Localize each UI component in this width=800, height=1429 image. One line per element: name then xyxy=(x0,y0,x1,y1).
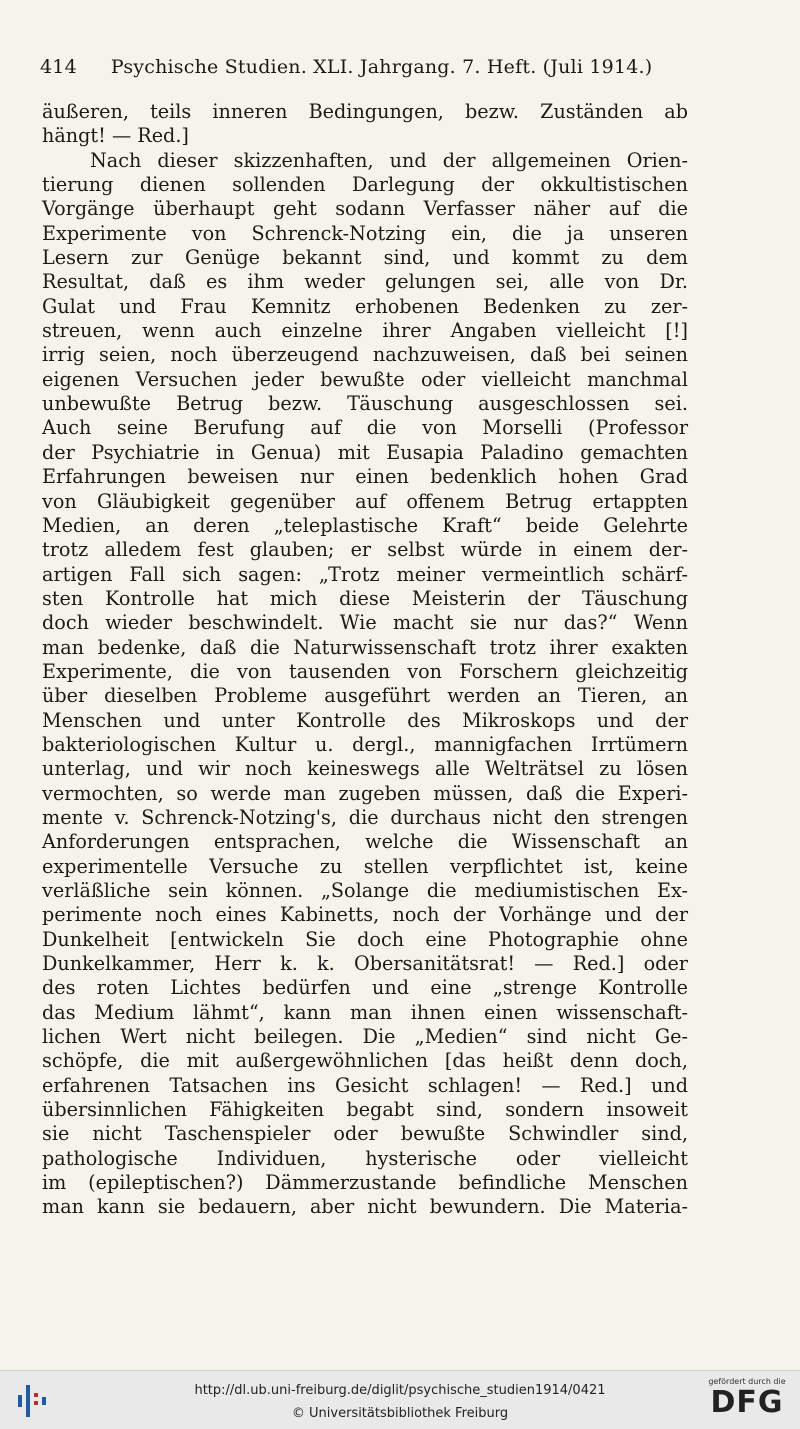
text-line: im (epileptischen?) Dämmerzustande befindliche Menschen xyxy=(42,1171,688,1195)
text-line: Erfahrungen beweisen nur einen bedenklich hohen Grad xyxy=(42,465,688,489)
text-line: schöpfe, die mit außergewöhnlichen [das heißt denn doch, xyxy=(42,1049,688,1073)
text-line: Auch seine Berufung auf die von Morselli (Professor xyxy=(42,416,688,440)
text-line: man kann sie bedauern, aber nicht bewundern. Die Materia- xyxy=(42,1195,688,1219)
text-line: von Gläubigkeit gegenüber auf offenem Betrug ertappten xyxy=(42,489,688,513)
text-line: trotz alledem fest glauben; er selbst würde in einem der- xyxy=(42,538,688,562)
text-line: Anforderungen entsprachen, welche die Wissenschaft an xyxy=(42,830,688,854)
text-line: Gulat und Frau Kemnitz erhobenen Bedenken zu zer- xyxy=(42,294,688,318)
dfg-logo-text: DFG xyxy=(710,1385,784,1420)
sponsor-caption: gefördert durch die xyxy=(708,1377,786,1386)
viewer-footer xyxy=(0,1370,800,1429)
text-line: hängt! — Red.] xyxy=(42,124,189,148)
text-line: irrig seien, noch überzeugend nachzuweisen, daß bei seinen xyxy=(42,343,688,367)
text-line: Resultat, daß es ihm weder gelungen sei, alle von Dr. xyxy=(42,270,688,294)
text-line: bakteriologischen Kultur u. dergl., mannigfachen Irrtümern xyxy=(42,732,688,756)
text-line: Experimente, die von tausenden von Forschern gleichzeitig xyxy=(42,659,688,683)
body-text xyxy=(42,100,688,1220)
text-line: Menschen und unter Kontrolle des Mikroskops und der xyxy=(42,708,688,732)
text-line: übersinnlichen Fähigkeiten begabt sind, sondern insoweit xyxy=(42,1098,688,1122)
text-line: vermochten, so werde man zugeben müssen, daß die Experi- xyxy=(42,781,688,805)
dfg-logo xyxy=(704,1377,790,1425)
text-line: Nach dieser skizzenhaften, und der allgemeinen Orien- xyxy=(90,148,688,172)
text-line: experimentelle Versuche zu stellen verpflichtet ist, keine xyxy=(42,854,688,878)
copyright-notice: © Universitätsbibliothek Freiburg xyxy=(291,1406,509,1421)
text-line: sie nicht Taschenspieler oder bewußte Schwindler sind, xyxy=(42,1122,688,1146)
text-line: Vorgänge überhaupt geht sodann Verfasser näher auf die xyxy=(42,197,688,221)
text-line: unterlag, und wir noch keineswegs alle Welträtsel zu lösen xyxy=(42,757,688,781)
text-line: sten Kontrolle hat mich diese Meisterin der Täuschung xyxy=(42,586,688,610)
text-line: des roten Lichtes bedürfen und eine „strenge Kontrolle xyxy=(42,976,688,1000)
text-line: doch wieder beschwindelt. Wie macht sie nur das?“ Wenn xyxy=(42,611,688,635)
page-number: 414 xyxy=(40,56,77,78)
text-line: man bedenke, daß die Naturwissenschaft trotz ihrer exakten xyxy=(42,635,688,659)
text-line: der Psychiatrie in Genua) mit Eusapia Paladino gemachten xyxy=(42,440,688,464)
text-line: äußeren, teils inneren Bedingungen, bezw. Zuständen ab xyxy=(42,100,688,123)
text-line: Medien, an deren „teleplastische Kraft“ beide Gelehrte xyxy=(42,513,688,537)
text-line: Dunkelheit [entwickeln Sie doch eine Photographie ohne xyxy=(42,927,688,951)
text-line: pathologische Individuen, hysterische oder vielleicht xyxy=(42,1146,688,1170)
text-line: artigen Fall sich sagen: „Trotz meiner vermeintlich schärf- xyxy=(42,562,688,586)
text-line: tierung dienen sollenden Darlegung der okkultistischen xyxy=(42,173,688,197)
text-line: über dieselben Probleme ausgeführt werden an Tieren, an xyxy=(42,684,688,708)
text-line: streuen, wenn auch einzelne ihrer Angaben vielleicht [!] xyxy=(42,319,688,343)
text-line: Experimente von Schrenck-Notzing ein, die ja unseren xyxy=(42,221,688,245)
text-line: das Medium lähmt“, kann man ihnen einen wissenschaft- xyxy=(42,1000,688,1024)
text-line: eigenen Versuchen jeder bewußte oder vielleicht manchmal xyxy=(42,367,688,391)
text-line: perimente noch eines Kabinetts, noch der Vorhänge und der xyxy=(42,903,688,927)
running-title: Psychische Studien. XLI. Jahrgang. 7. Heft. (Juli 1914.) xyxy=(110,56,653,78)
text-line: verläßliche sein können. „Solange die mediumistischen Ex- xyxy=(42,879,688,902)
text-line: mente v. Schrenck-Notzing's, die durchaus nicht den strengen xyxy=(42,805,688,829)
text-line: Lesern zur Genüge bekannt sind, und kommt zu dem xyxy=(42,246,688,270)
running-header xyxy=(40,56,694,78)
text-line: Dunkelkammer, Herr k. k. Obersanitätsrat! — Red.] oder xyxy=(42,952,688,976)
text-line: lichen Wert nicht beilegen. Die „Medien“ sind nicht Ge- xyxy=(42,1025,688,1049)
text-line: erfahrenen Tatsachen ins Gesicht schlagen! — Red.] und xyxy=(42,1073,688,1097)
permalink-url[interactable]: http://dl.ub.uni-freiburg.de/diglit/psychische_studien1914/0421 xyxy=(194,1383,606,1398)
text-line: unbewußte Betrug bezw. Täuschung ausgeschlossen sei. xyxy=(42,392,688,416)
